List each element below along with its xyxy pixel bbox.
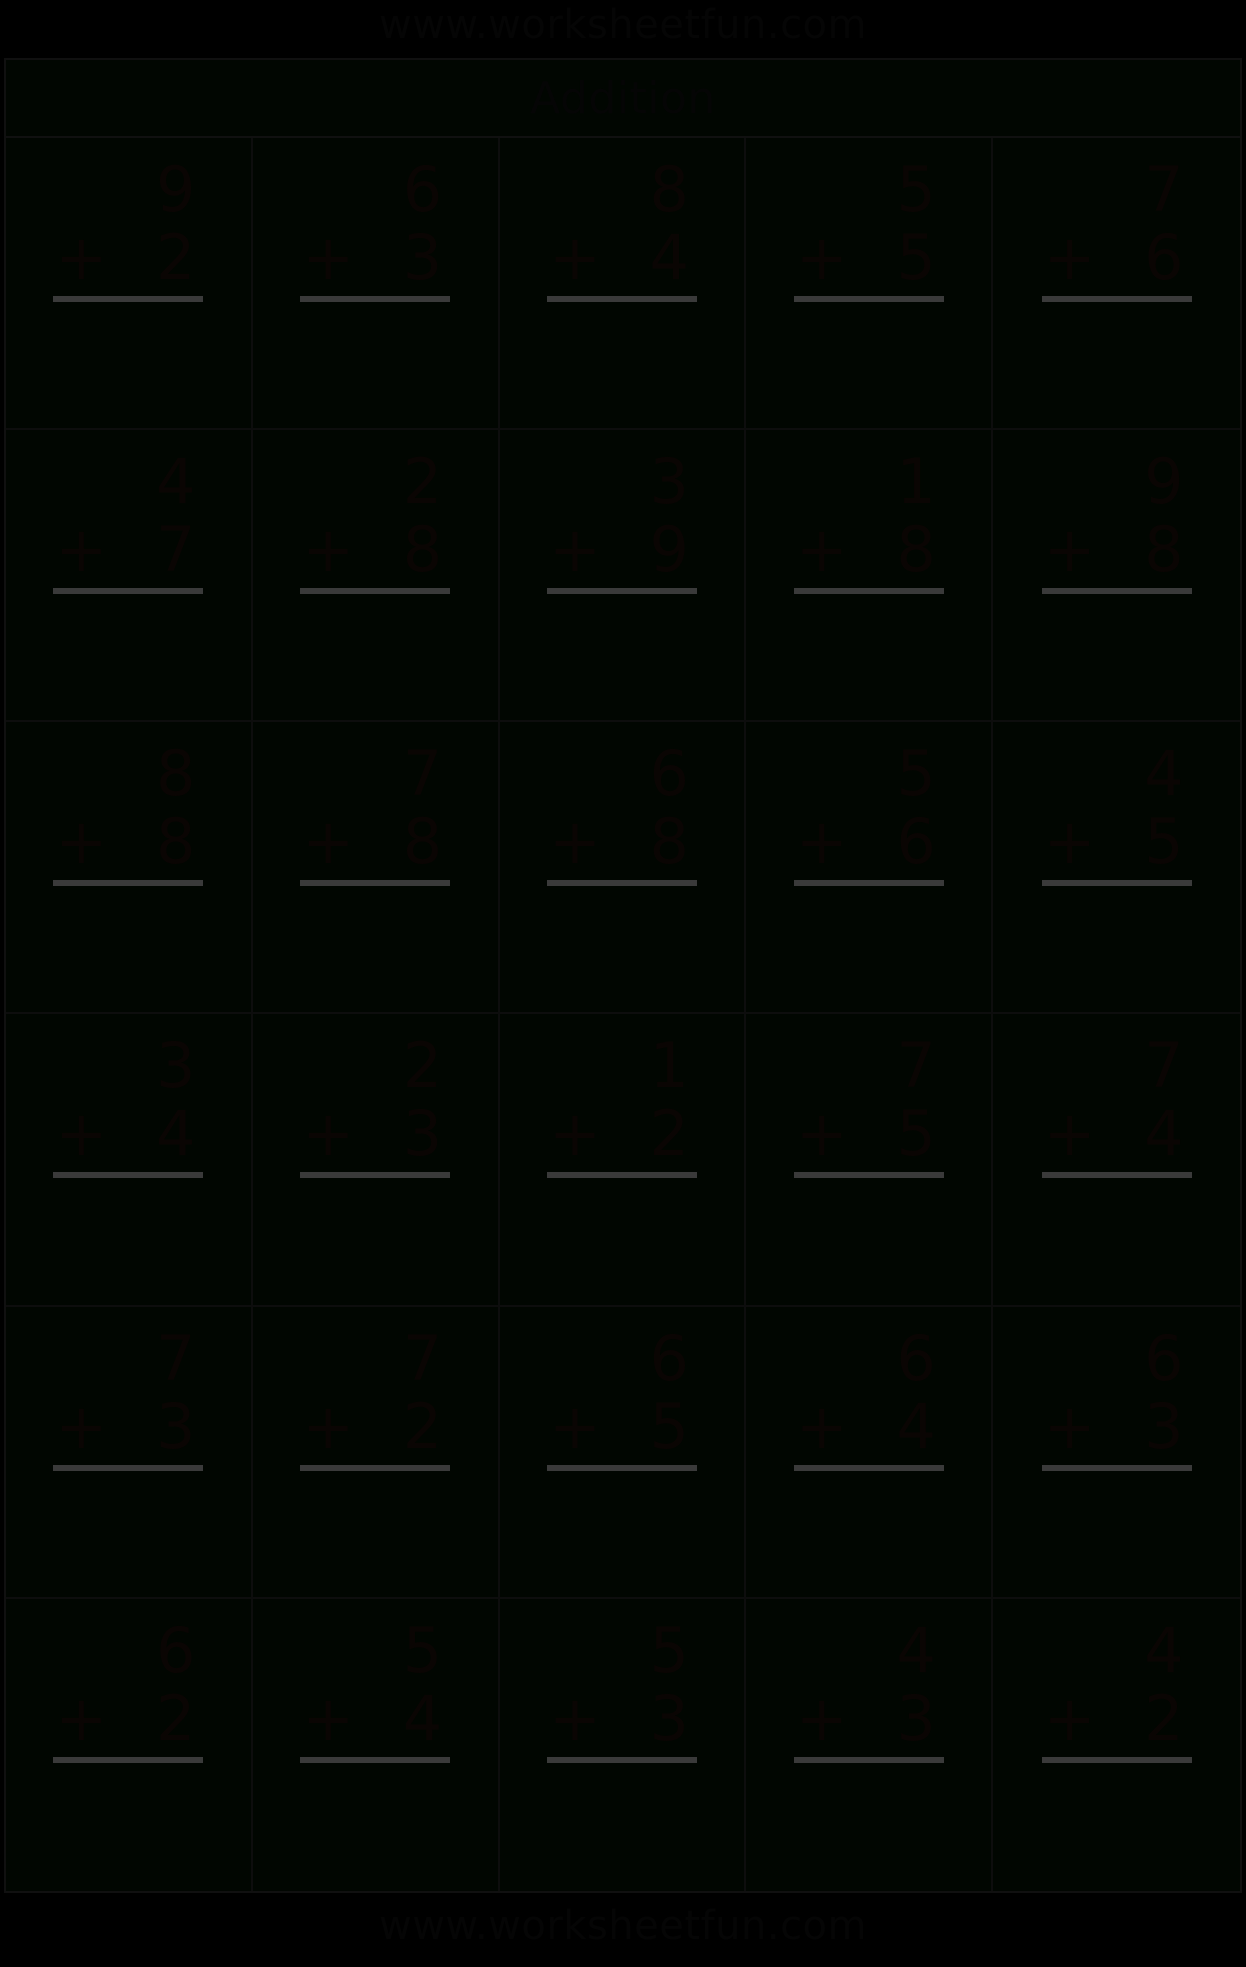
problem: [993, 445, 1240, 594]
operand-bottom-row: [53, 1097, 203, 1171]
problem: [253, 153, 498, 302]
operator-sign: +: [1043, 513, 1096, 587]
operand-bottom-row: [547, 1681, 697, 1755]
problem: [6, 153, 251, 302]
answer-line[interactable]: [300, 1172, 450, 1178]
operand-bottom: 5: [1144, 805, 1184, 879]
operand-bottom-row: [300, 1097, 450, 1171]
operator-sign: +: [55, 1097, 108, 1171]
answer-line[interactable]: [53, 1172, 203, 1178]
operand-bottom: 2: [155, 1681, 196, 1755]
problem: [253, 445, 498, 594]
operand-top: 7: [1144, 1029, 1184, 1103]
problem: [746, 445, 991, 594]
operand-bottom: 4: [896, 1389, 936, 1463]
operator-sign: +: [548, 513, 601, 587]
page-title: Addition: [530, 72, 716, 124]
problem: [993, 1321, 1240, 1471]
answer-line[interactable]: [300, 1465, 450, 1471]
operator-sign: +: [548, 1097, 601, 1171]
problem-cell: [6, 1599, 253, 1891]
problem: [993, 153, 1240, 302]
problem-cell: [253, 430, 500, 722]
problem-cell: [993, 1599, 1240, 1891]
problem: [500, 445, 745, 594]
answer-line[interactable]: [1042, 1172, 1192, 1178]
operand-bottom-row: [1042, 513, 1192, 587]
answer-line[interactable]: [794, 1757, 944, 1763]
answer-line[interactable]: [1042, 296, 1192, 302]
answer-line[interactable]: [53, 588, 203, 594]
problem-cell: [993, 430, 1240, 722]
operator-sign: +: [795, 513, 848, 587]
answer-line[interactable]: [547, 588, 697, 594]
operand-bottom-row: [794, 1389, 944, 1463]
problem-cell: [500, 1014, 747, 1306]
problem: [500, 1321, 745, 1471]
problem: [253, 737, 498, 886]
operand-bottom: 7: [155, 513, 196, 587]
operand-bottom-row: [300, 1389, 450, 1463]
problem: [993, 1613, 1240, 1763]
operand-bottom: 5: [896, 221, 936, 294]
operand-top: 4: [1144, 1613, 1184, 1687]
operand-top: 6: [1144, 1321, 1184, 1395]
problem-cell: [746, 722, 993, 1014]
problem-cell: [746, 1599, 993, 1891]
operator-sign: +: [55, 1681, 108, 1755]
problem-cell: [253, 138, 500, 430]
operand-top: 2: [402, 1029, 443, 1103]
operand-bottom-row: [794, 1681, 944, 1755]
operand-top: 7: [402, 737, 443, 811]
answer-line[interactable]: [794, 588, 944, 594]
operand-top: 7: [1144, 153, 1184, 226]
operand-bottom-row: [53, 805, 203, 879]
operand-bottom-row: [300, 805, 450, 879]
operand-bottom-row: [300, 221, 450, 294]
site-watermark-bottom: www.worksheetfun.com: [378, 1903, 867, 1949]
operand-bottom: 4: [649, 221, 689, 294]
problem: [993, 737, 1240, 886]
answer-line[interactable]: [53, 880, 203, 886]
problem-cell: [746, 1307, 993, 1599]
answer-line[interactable]: [300, 880, 450, 886]
operand-bottom-row: [53, 221, 203, 294]
operand-top: 5: [649, 1613, 689, 1687]
operand-bottom-row: [547, 1097, 697, 1171]
problem: [6, 1029, 251, 1178]
operator-sign: +: [795, 1389, 848, 1463]
problem: [746, 1613, 991, 1763]
operand-bottom: 8: [649, 805, 689, 879]
operand-bottom: 4: [1144, 1097, 1184, 1171]
operator-sign: +: [795, 805, 848, 879]
operand-top: 2: [402, 445, 443, 519]
answer-line[interactable]: [1042, 1465, 1192, 1471]
operand-bottom: 8: [155, 805, 196, 879]
operand-bottom-row: [300, 1681, 450, 1755]
problem: [253, 1613, 498, 1763]
answer-line[interactable]: [794, 1172, 944, 1178]
operand-bottom-row: [53, 1681, 203, 1755]
operand-top: 6: [649, 737, 689, 811]
operator-sign: +: [302, 1097, 355, 1171]
answer-line[interactable]: [547, 1757, 697, 1763]
operand-bottom: 3: [402, 1097, 443, 1171]
answer-line[interactable]: [547, 296, 697, 302]
problem-cell: [993, 138, 1240, 430]
answer-line[interactable]: [547, 1465, 697, 1471]
operand-bottom-row: [794, 805, 944, 879]
operand-bottom: 2: [155, 221, 196, 294]
answer-line[interactable]: [547, 1172, 697, 1178]
operand-bottom: 6: [1144, 221, 1184, 294]
operand-top: 4: [155, 445, 196, 519]
problem-cell: [500, 430, 747, 722]
operand-bottom: 2: [1144, 1681, 1184, 1755]
operand-bottom-row: [53, 513, 203, 587]
operand-bottom-row: [547, 805, 697, 879]
answer-line[interactable]: [53, 296, 203, 302]
problem: [746, 1321, 991, 1471]
operand-bottom-row: [300, 513, 450, 587]
problem-cell: [500, 138, 747, 430]
operand-bottom: 5: [649, 1389, 689, 1463]
operator-sign: +: [55, 1389, 108, 1463]
operand-bottom-row: [794, 1097, 944, 1171]
operand-bottom: 8: [1144, 513, 1184, 587]
problem: [6, 1613, 251, 1763]
answer-line[interactable]: [300, 588, 450, 594]
problem-cell: [253, 722, 500, 1014]
operator-sign: +: [302, 1389, 355, 1463]
operand-bottom-row: [794, 513, 944, 587]
problem-cell: [993, 722, 1240, 1014]
answer-line[interactable]: [300, 296, 450, 302]
operand-bottom-row: [547, 221, 697, 294]
operand-bottom: 5: [896, 1097, 936, 1171]
answer-line[interactable]: [1042, 588, 1192, 594]
operand-bottom-row: [1042, 1097, 1192, 1171]
operator-sign: +: [548, 805, 601, 879]
operand-top: 8: [649, 153, 689, 226]
operator-sign: +: [548, 221, 601, 294]
problem-cell: [6, 138, 253, 430]
problem-cell: [6, 1307, 253, 1599]
operand-bottom: 6: [896, 805, 936, 879]
operand-bottom-row: [794, 221, 944, 294]
operator-sign: +: [795, 221, 848, 294]
answer-line[interactable]: [794, 296, 944, 302]
problem-cell: [746, 138, 993, 430]
problem: [746, 737, 991, 886]
operand-top: 4: [1144, 737, 1184, 811]
problem-cell: [500, 1307, 747, 1599]
operator-sign: +: [1043, 221, 1096, 294]
operator-sign: +: [302, 221, 355, 294]
operand-bottom-row: [1042, 221, 1192, 294]
operator-sign: +: [795, 1681, 848, 1755]
problem-grid: [6, 138, 1240, 1891]
answer-line[interactable]: [794, 1465, 944, 1471]
operand-bottom-row: [547, 1389, 697, 1463]
operand-top: 1: [649, 1029, 689, 1103]
operand-top: 7: [402, 1321, 443, 1395]
problem: [6, 1321, 251, 1471]
operand-top: 7: [896, 1029, 936, 1103]
operand-bottom: 3: [155, 1389, 196, 1463]
problem-cell: [6, 430, 253, 722]
problem: [6, 445, 251, 594]
operand-top: 3: [649, 445, 689, 519]
problem: [500, 1029, 745, 1178]
operand-top: 5: [896, 153, 936, 226]
problem: [993, 1029, 1240, 1178]
answer-line[interactable]: [53, 1757, 203, 1763]
operand-top: 5: [402, 1613, 443, 1687]
operand-top: 6: [155, 1613, 196, 1687]
operator-sign: +: [548, 1389, 601, 1463]
problem-cell: [746, 1014, 993, 1306]
operator-sign: +: [55, 221, 108, 294]
operand-bottom-row: [547, 513, 697, 587]
problem-cell: [500, 1599, 747, 1891]
problem: [746, 1029, 991, 1178]
operand-bottom: 2: [402, 1389, 443, 1463]
operand-top: 6: [649, 1321, 689, 1395]
problem-cell: [6, 722, 253, 1014]
operand-top: 8: [155, 737, 196, 811]
operator-sign: +: [55, 805, 108, 879]
operator-sign: +: [55, 513, 108, 587]
operand-bottom: 8: [896, 513, 936, 587]
answer-line[interactable]: [1042, 1757, 1192, 1763]
operand-bottom-row: [1042, 805, 1192, 879]
operand-bottom-row: [53, 1389, 203, 1463]
operand-bottom: 8: [402, 513, 443, 587]
operand-top: 9: [155, 153, 196, 226]
problem-cell: [746, 430, 993, 722]
operator-sign: +: [302, 805, 355, 879]
operand-bottom-row: [1042, 1389, 1192, 1463]
operand-bottom: 3: [896, 1681, 936, 1755]
operand-bottom: 4: [402, 1681, 443, 1755]
operator-sign: +: [1043, 1681, 1096, 1755]
operator-sign: +: [1043, 805, 1096, 879]
operand-bottom: 3: [402, 221, 443, 294]
operand-bottom: 4: [155, 1097, 196, 1171]
problem: [253, 1029, 498, 1178]
answer-line[interactable]: [1042, 880, 1192, 886]
operand-top: 9: [1144, 445, 1184, 519]
answer-line[interactable]: [53, 1465, 203, 1471]
worksheet-frame: [4, 58, 1242, 1893]
operand-bottom: 2: [649, 1097, 689, 1171]
problem-cell: [253, 1014, 500, 1306]
operand-bottom: 9: [649, 513, 689, 587]
operand-bottom-row: [1042, 1681, 1192, 1755]
operator-sign: +: [302, 513, 355, 587]
operand-top: 1: [896, 445, 936, 519]
operand-top: 6: [896, 1321, 936, 1395]
site-watermark-top: www.worksheetfun.com: [378, 2, 867, 48]
problem: [500, 153, 745, 302]
operator-sign: +: [1043, 1097, 1096, 1171]
operand-top: 7: [155, 1321, 196, 1395]
problem-cell: [6, 1014, 253, 1306]
problem-cell: [253, 1307, 500, 1599]
operand-bottom: 3: [649, 1681, 689, 1755]
answer-line[interactable]: [794, 880, 944, 886]
operator-sign: +: [1043, 1389, 1096, 1463]
operator-sign: +: [548, 1681, 601, 1755]
worksheet-title-row: [6, 60, 1240, 138]
problem: [746, 153, 991, 302]
problem: [253, 1321, 498, 1471]
problem-cell: [993, 1014, 1240, 1306]
operand-top: 3: [155, 1029, 196, 1103]
problem: [500, 1613, 745, 1763]
operand-top: 6: [402, 153, 443, 226]
operand-top: 4: [896, 1613, 936, 1687]
problem-cell: [253, 1599, 500, 1891]
answer-line[interactable]: [547, 880, 697, 886]
operand-top: 5: [896, 737, 936, 811]
problem-cell: [500, 722, 747, 1014]
problem: [500, 737, 745, 886]
answer-line[interactable]: [300, 1757, 450, 1763]
operand-bottom: 3: [1144, 1389, 1184, 1463]
operator-sign: +: [795, 1097, 848, 1171]
operand-bottom: 8: [402, 805, 443, 879]
problem: [6, 737, 251, 886]
operator-sign: +: [302, 1681, 355, 1755]
problem-cell: [993, 1307, 1240, 1599]
